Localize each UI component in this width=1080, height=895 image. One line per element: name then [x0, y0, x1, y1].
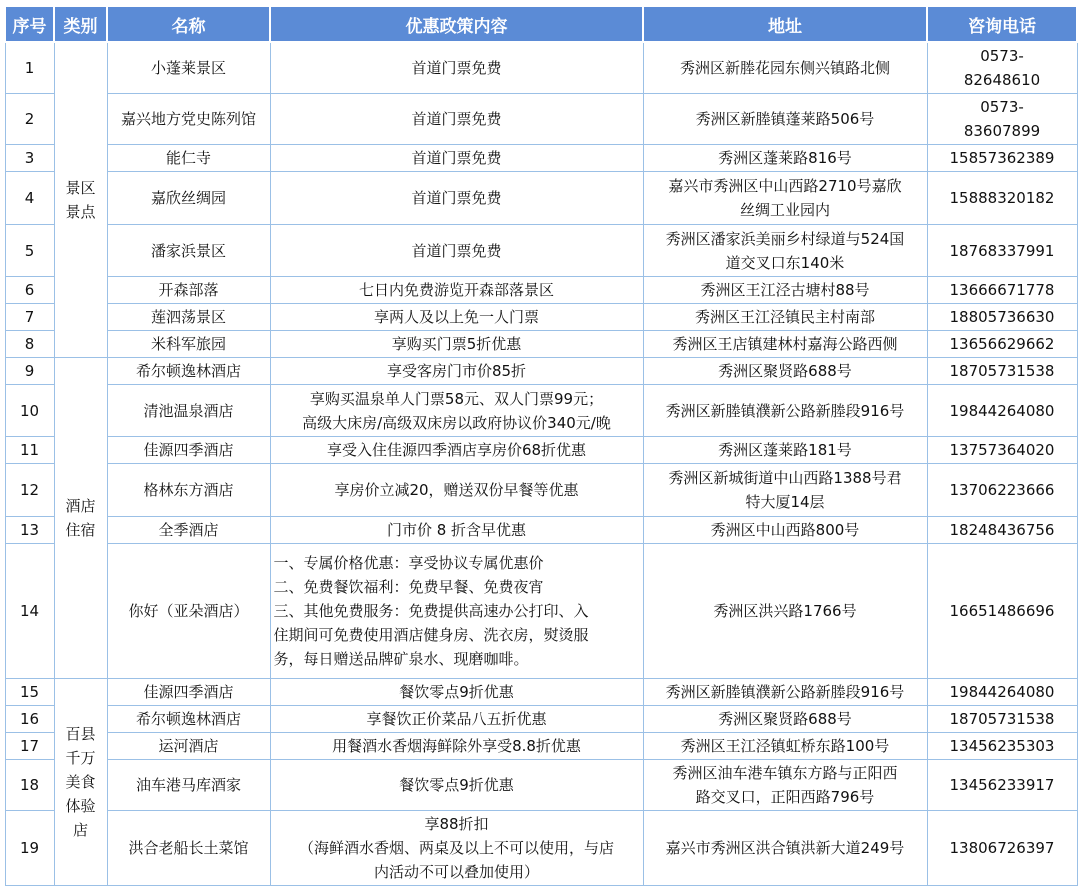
policy-line: （海鲜酒水香烟、两桌及以上不可以使用，与店	[298, 839, 614, 857]
policy-cell	[270, 517, 643, 544]
venue-name: 你好（亚朵酒店）	[107, 544, 270, 679]
address-cell	[643, 760, 927, 811]
address-cell	[643, 42, 927, 94]
phone-line: 82648610	[963, 71, 1041, 89]
row-number: 13	[5, 517, 54, 544]
row-number: 15	[5, 679, 54, 706]
policy-cell	[270, 358, 643, 385]
address-cell	[643, 517, 927, 544]
phone-cell	[927, 437, 1077, 464]
phone-line: 83607899	[963, 122, 1041, 140]
phone-line: 13806726397	[949, 839, 1055, 857]
phone-cell	[927, 679, 1077, 706]
address-line: 秀洲区王江泾镇虹桥东路100号	[680, 737, 890, 755]
address-line: 秀洲区中山西路800号	[710, 521, 860, 539]
policy-cell	[270, 225, 643, 277]
phone-line: 13666671778	[949, 281, 1055, 299]
table-row	[5, 94, 1077, 145]
header-row	[5, 6, 1077, 42]
policy-line: 三、其他免费服务：免费提供高速办公打印、入	[273, 602, 589, 620]
phone-line: 13456235303	[949, 737, 1055, 755]
phone-cell	[927, 304, 1077, 331]
venue-name: 佳源四季酒店	[107, 679, 270, 706]
phone-line: 18768337991	[949, 241, 1055, 260]
policy-line: 一、专属价格优惠：享受协议专属优惠价	[273, 554, 544, 572]
phone-cell	[927, 385, 1077, 437]
header-phone: 咨询电话	[927, 6, 1077, 42]
policy-line: 享房价立减20，赠送双份早餐等优惠	[334, 481, 579, 499]
category-line: 住宿	[65, 521, 96, 539]
address-cell	[643, 94, 927, 145]
phone-cell	[927, 172, 1077, 225]
address-cell	[643, 172, 927, 225]
venue-name: 嘉欣丝绸园	[107, 172, 270, 225]
category-line: 百县	[65, 725, 96, 743]
header-no: 序号	[5, 6, 54, 42]
table-row	[5, 385, 1077, 437]
address-cell	[643, 437, 927, 464]
venue-name: 嘉兴地方党史陈列馆	[107, 94, 270, 145]
phone-cell	[927, 94, 1077, 145]
venue-name: 潘家浜景区	[107, 225, 270, 277]
table-row	[5, 225, 1077, 277]
address-cell	[643, 145, 927, 172]
address-cell	[643, 811, 927, 886]
phone-line: 19844264080	[949, 401, 1055, 420]
address-cell	[643, 304, 927, 331]
category-line: 美食	[65, 773, 96, 791]
policy-cell	[270, 544, 643, 679]
row-number: 14	[5, 544, 54, 679]
address-line: 特大厦14层	[745, 493, 825, 511]
policy-cell	[270, 42, 643, 94]
row-number: 17	[5, 733, 54, 760]
address-line: 秀洲区洪兴路1766号	[713, 602, 857, 620]
phone-line: 15857362389	[949, 149, 1055, 167]
policy-line: 享88折扣	[424, 815, 489, 833]
address-line: 秀洲区王江泾镇民主村南部	[694, 308, 875, 326]
venue-name: 全季酒店	[107, 517, 270, 544]
category-line: 店	[72, 821, 88, 839]
phone-line: 15888320182	[949, 189, 1055, 207]
policy-line: 享受入住佳源四季酒店享房价68折优惠	[326, 441, 587, 459]
table-row	[5, 544, 1077, 679]
phone-line: 18705731538	[949, 710, 1055, 728]
venue-name: 能仁寺	[107, 145, 270, 172]
phone-line: 16651486696	[949, 602, 1055, 620]
policy-cell	[270, 385, 643, 437]
header-category: 类别	[54, 6, 107, 42]
policy-line: 享购买温泉单人门票58元、双人门票99元；	[309, 389, 604, 408]
row-number: 9	[5, 358, 54, 385]
category-line: 酒店	[65, 497, 96, 515]
phone-cell	[927, 811, 1077, 886]
policy-line: 高级大床房/高级双床房以政府协议价340元/晚	[302, 413, 611, 432]
row-number: 12	[5, 464, 54, 517]
address-line: 秀洲区蓬莱路181号	[718, 441, 852, 459]
policy-line: 享购买门票5折优惠	[391, 335, 522, 353]
phone-cell	[927, 733, 1077, 760]
policy-cell	[270, 145, 643, 172]
venue-name: 洪合老船长土菜馆	[107, 811, 270, 886]
phone-cell	[927, 706, 1077, 733]
policy-cell	[270, 277, 643, 304]
address-line: 秀洲区新塍花园东侧兴镇路北侧	[679, 59, 890, 77]
policy-cell	[270, 706, 643, 733]
row-number: 10	[5, 385, 54, 437]
table-body	[5, 42, 1077, 886]
address-line: 嘉兴市秀洲区洪合镇洪新大道249号	[665, 839, 905, 857]
phone-cell	[927, 277, 1077, 304]
address-cell	[643, 706, 927, 733]
address-line: 秀洲区潘家浜美丽乡村绿道与524国	[665, 229, 905, 248]
phone-cell	[927, 517, 1077, 544]
address-line: 秀洲区王江泾古塘村88号	[700, 281, 870, 299]
table-row	[5, 760, 1077, 811]
phone-line: 13456233917	[949, 776, 1055, 794]
category-cell	[54, 42, 107, 358]
phone-line: 13656629662	[949, 335, 1055, 353]
address-line: 秀洲区新塍镇濮新公路新塍段916号	[665, 683, 905, 701]
row-number: 19	[5, 811, 54, 886]
venue-name: 开森部落	[107, 277, 270, 304]
category-line: 景区	[65, 179, 96, 197]
row-number: 11	[5, 437, 54, 464]
policy-cell	[270, 464, 643, 517]
address-line: 秀洲区新塍镇蓬莱路506号	[695, 110, 875, 128]
venue-name: 莲泗荡景区	[107, 304, 270, 331]
venue-name: 小蓬莱景区	[107, 42, 270, 94]
address-cell	[643, 225, 927, 277]
address-line: 秀洲区聚贤路688号	[718, 362, 852, 380]
policy-cell	[270, 94, 643, 145]
header-address: 地址	[643, 6, 927, 42]
phone-line: 19844264080	[949, 683, 1055, 701]
table-row	[5, 679, 1077, 706]
venue-name: 运河酒店	[107, 733, 270, 760]
phone-line: 0573-	[980, 98, 1024, 116]
address-cell	[643, 733, 927, 760]
policy-cell	[270, 811, 643, 886]
table-row	[5, 733, 1077, 760]
category-line: 体验	[65, 797, 96, 815]
phone-line: 18805736630	[949, 308, 1055, 326]
table-row	[5, 277, 1077, 304]
venue-name: 米科军旅园	[107, 331, 270, 358]
policy-line: 住期间可免费使用酒店健身房、洗衣房，熨烫服	[273, 626, 589, 644]
venue-name: 格林东方酒店	[107, 464, 270, 517]
phone-cell	[927, 42, 1077, 94]
address-cell	[643, 277, 927, 304]
policy-line: 享两人及以上免一人门票	[373, 308, 539, 326]
address-cell	[643, 385, 927, 437]
address-cell	[643, 544, 927, 679]
policy-line: 首道门票免费	[411, 241, 502, 260]
phone-line: 18705731538	[949, 362, 1055, 380]
table-row	[5, 517, 1077, 544]
address-line: 道交叉口东140米	[725, 253, 845, 272]
phone-cell	[927, 544, 1077, 679]
policy-cell	[270, 733, 643, 760]
policy-cell	[270, 437, 643, 464]
policy-line: 首道门票免费	[411, 149, 502, 167]
venue-name: 油车港马库酒家	[107, 760, 270, 811]
table-row	[5, 145, 1077, 172]
address-line: 秀洲区新塍镇濮新公路新塍段916号	[665, 401, 905, 420]
table-row	[5, 358, 1077, 385]
address-line: 丝绸工业园内	[739, 201, 830, 219]
address-cell	[643, 358, 927, 385]
venue-name: 希尔顿逸林酒店	[107, 706, 270, 733]
policy-line: 用餐酒水香烟海鲜除外享受8.8折优惠	[332, 737, 581, 755]
row-number: 4	[5, 172, 54, 225]
row-number: 8	[5, 331, 54, 358]
address-line: 秀洲区聚贤路688号	[718, 710, 852, 728]
table-row	[5, 42, 1077, 94]
table-row	[5, 331, 1077, 358]
address-line: 秀洲区油车港车镇东方路与正阳西	[672, 764, 898, 782]
address-line: 嘉兴市秀洲区中山西路2710号嘉欣	[668, 177, 902, 195]
policy-line: 务，每日赠送品牌矿泉水、现磨咖啡。	[273, 650, 529, 668]
policy-line: 享受客房门市价85折	[386, 362, 527, 380]
policy-line: 内活动不可以叠加使用）	[373, 863, 539, 881]
address-line: 秀洲区王店镇建林村嘉海公路西侧	[672, 335, 898, 353]
header-name: 名称	[107, 6, 270, 42]
policy-line: 七日内免费游览开森部落景区	[358, 281, 554, 299]
row-number: 5	[5, 225, 54, 277]
phone-line: 13706223666	[949, 481, 1055, 499]
phone-line: 0573-	[980, 47, 1024, 65]
policy-cell	[270, 304, 643, 331]
venue-name: 希尔顿逸林酒店	[107, 358, 270, 385]
phone-cell	[927, 331, 1077, 358]
table-row	[5, 304, 1077, 331]
phone-cell	[927, 358, 1077, 385]
policy-line: 首道门票免费	[411, 189, 502, 207]
phone-cell	[927, 225, 1077, 277]
policy-line: 门市价 8 折含早优惠	[386, 521, 527, 539]
category-line: 千万	[65, 749, 96, 767]
phone-line: 18248436756	[949, 521, 1055, 539]
policy-line: 餐饮零点9折优惠	[399, 776, 514, 794]
row-number: 3	[5, 145, 54, 172]
table-row	[5, 706, 1077, 733]
row-number: 16	[5, 706, 54, 733]
table-row	[5, 437, 1077, 464]
table-row	[5, 464, 1077, 517]
table-row	[5, 811, 1077, 886]
phone-cell	[927, 145, 1077, 172]
address-cell	[643, 331, 927, 358]
policy-cell	[270, 331, 643, 358]
address-line: 秀洲区蓬莱路816号	[718, 149, 852, 167]
policy-cell	[270, 172, 643, 225]
policy-line: 首道门票免费	[411, 110, 502, 128]
category-cell	[54, 679, 107, 886]
venue-name: 佳源四季酒店	[107, 437, 270, 464]
policy-line: 首道门票免费	[411, 59, 502, 77]
policy-cell	[270, 679, 643, 706]
row-number: 18	[5, 760, 54, 811]
row-number: 7	[5, 304, 54, 331]
row-number: 1	[5, 42, 54, 94]
category-cell	[54, 358, 107, 679]
table-row	[5, 172, 1077, 225]
row-number: 2	[5, 94, 54, 145]
row-number: 6	[5, 277, 54, 304]
header-policy: 优惠政策内容	[270, 6, 643, 42]
address-line: 路交叉口，正阳西路796号	[695, 788, 875, 806]
address-line: 秀洲区新城街道中山西路1388号君	[668, 469, 902, 487]
category-line: 景点	[65, 203, 96, 221]
phone-cell	[927, 760, 1077, 811]
policy-line: 餐饮零点9折优惠	[399, 683, 514, 701]
policy-line: 二、免费餐饮福利：免费早餐、免费夜宵	[273, 578, 544, 596]
address-cell	[643, 464, 927, 517]
policy-cell	[270, 760, 643, 811]
policy-line: 享餐饮正价菜品八五折优惠	[366, 710, 547, 728]
phone-line: 13757364020	[949, 441, 1055, 459]
phone-cell	[927, 464, 1077, 517]
discount-table	[4, 5, 1078, 886]
address-cell	[643, 679, 927, 706]
venue-name: 清池温泉酒店	[107, 385, 270, 437]
